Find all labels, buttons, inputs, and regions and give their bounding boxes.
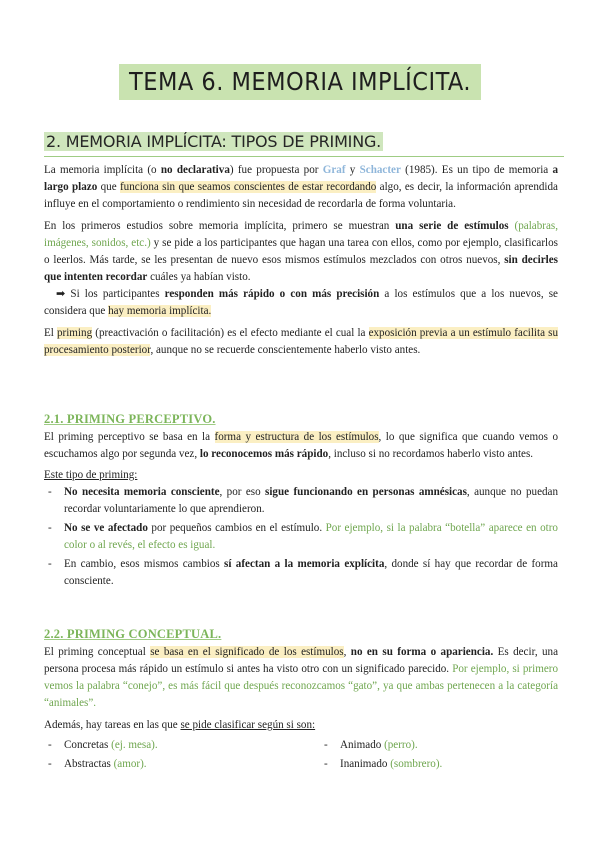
author-schacter: Schacter xyxy=(359,164,401,176)
arrow-icon: ➡ xyxy=(56,288,66,300)
list-item: - En cambio, esos mismos cambios sí afectan a la memoria explícita, donde sí hay que recordar de forma consciente. xyxy=(44,556,558,590)
section-heading-text: 2. MEMORIA IMPLÍCITA: TIPOS DE PRIMING. xyxy=(46,132,382,151)
author-graf: Graf xyxy=(322,164,346,176)
list-item: - Abstractas (amor). xyxy=(44,756,282,773)
intro-paragraph-1: La memoria implícita (o no declarativa) fue propuesta por Graf y Schacter (1985). Es un tipo de memoria a largo plazo que funciona sin que seamos conscientes de estar recordando algo, es decir, la información aprendida influye en el comportamiento o rendimiento sin necesidad de recordarla de forma voluntaria. xyxy=(44,164,559,210)
conceptual-block xyxy=(44,644,558,775)
classification-columns xyxy=(44,737,558,775)
title-block xyxy=(0,64,600,100)
page-title: TEMA 6. MEMORIA IMPLÍCITA. xyxy=(119,64,481,100)
list-item: - No necesita memoria consciente, por eso sigue funcionando en personas amnésicas, aunque no puedan recordar voluntariamente lo que aprendieron. xyxy=(44,484,558,518)
classification-list-right xyxy=(282,737,558,775)
intro-paragraph-4: El priming (preactivación o facilitación) es el efecto mediante el cual la exposición previa a un estímulo facilita su procesamiento posterior, aunque no se recuerde conscientemente haberlo visto antes. xyxy=(44,327,558,356)
list-item: - No se ve afectado por pequeños cambios en el estímulo. Por ejemplo, si la palabra “botella” aparece en otro color o al revés, el efecto es igual. xyxy=(44,520,558,554)
list-item: - Concretas (ej. mesa). xyxy=(44,737,282,754)
perceptual-list-label: Este tipo de priming: xyxy=(44,469,138,481)
intro-paragraph-2: En los primeros estudios sobre memoria implícita, primero se muestran una serie de estímulos (palabras, imágenes, sonidos, etc.) y se pide a los participantes que hagan una tarea con ellos, como por ejemplo, clasificarlos o leerlos. Más tarde, se les presentan de nuevo esos mismos estímulos mezclados con otros nuevos, sin decirles que intenten recordar cuáles ya habían visto. xyxy=(44,220,558,283)
list-item: - Animado (perro). xyxy=(320,737,558,754)
perceptual-heading: 2.1. PRIMING PERCEPTIVO. xyxy=(44,412,216,426)
perceptual-paragraph: El priming perceptivo se basa en la forma y estructura de los estímulos, lo que significa que cuando vemos o escuchamos algo por segunda vez, lo reconocemos más rápido, incluso si no recordamos haberlo visto antes. xyxy=(44,431,558,460)
list-item: - Inanimado (sombrero). xyxy=(320,756,558,773)
intro-block xyxy=(44,162,558,359)
perceptual-list xyxy=(44,484,558,590)
conceptual-list-intro: Además, hay tareas en las que se pide clasificar según si son: xyxy=(44,719,316,731)
perceptual-block xyxy=(44,429,558,592)
classification-list-left xyxy=(44,737,282,775)
conceptual-paragraph: El priming conceptual se basa en el significado de los estímulos, no en su forma o apariencia. Es decir, una persona procesa más rápido un estímulo si antes ha visto otro con un significado parecido. Por ejemplo, si primero vemos la palabra “conejo”, es más fácil que después reconozcamos “gato”, ya que ambas pertenecen a la categoría “animales”. xyxy=(44,646,558,709)
section-heading xyxy=(44,132,564,157)
intro-paragraph-3: ➡ Si los participantes responden más rápido o con más precisión a los estímulos que a los nuevos, se considera que hay memoria implícita. xyxy=(44,288,558,317)
conceptual-heading: 2.2. PRIMING CONCEPTUAL. xyxy=(44,627,222,641)
